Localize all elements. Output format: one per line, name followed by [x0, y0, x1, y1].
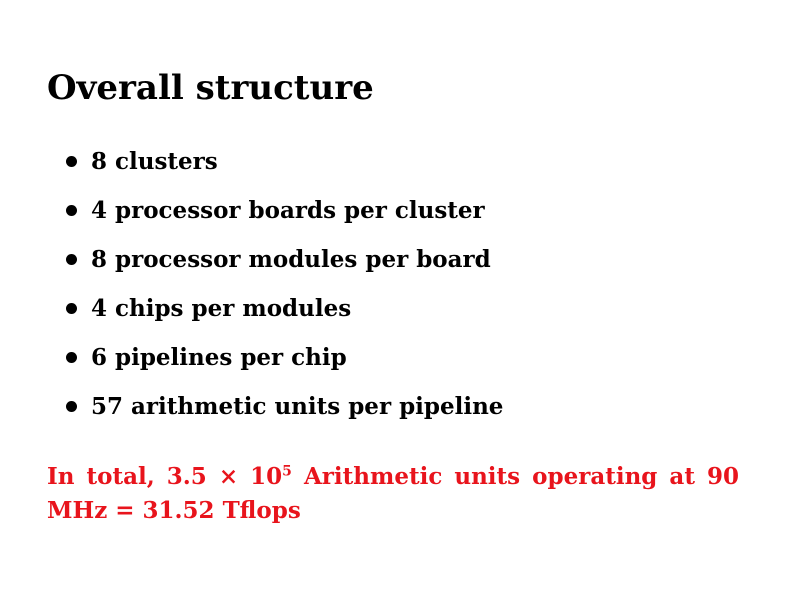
bullet-dot-icon — [66, 156, 77, 167]
bullet-item — [66, 340, 503, 389]
bullet-dot-icon — [66, 205, 77, 216]
summary-suffix: Arithmetic units operating at 90 MHz = 31.52 Tflops — [47, 463, 739, 524]
bullet-item — [66, 144, 503, 193]
bullet-dot-icon — [66, 352, 77, 363]
bullet-list — [66, 144, 503, 438]
summary-exponent: 5 — [282, 463, 292, 480]
bullet-text: 4 processor boards per cluster — [91, 197, 485, 224]
bullet-text: 6 pipelines per chip — [91, 344, 347, 371]
bullet-item — [66, 242, 503, 291]
slide-title: Overall structure — [47, 68, 374, 108]
bullet-item — [66, 291, 503, 340]
bullet-item — [66, 389, 503, 438]
summary-text — [47, 460, 739, 528]
bullet-item — [66, 193, 503, 242]
bullet-dot-icon — [66, 401, 77, 412]
summary-prefix: In total, 3.5 × 10 — [47, 463, 283, 490]
bullet-text: 4 chips per modules — [91, 295, 352, 322]
bullet-text: 8 processor modules per board — [91, 246, 491, 273]
bullet-dot-icon — [66, 303, 77, 314]
bullet-dot-icon — [66, 254, 77, 265]
bullet-text: 57 arithmetic units per pipeline — [91, 393, 504, 420]
bullet-text: 8 clusters — [91, 148, 218, 175]
